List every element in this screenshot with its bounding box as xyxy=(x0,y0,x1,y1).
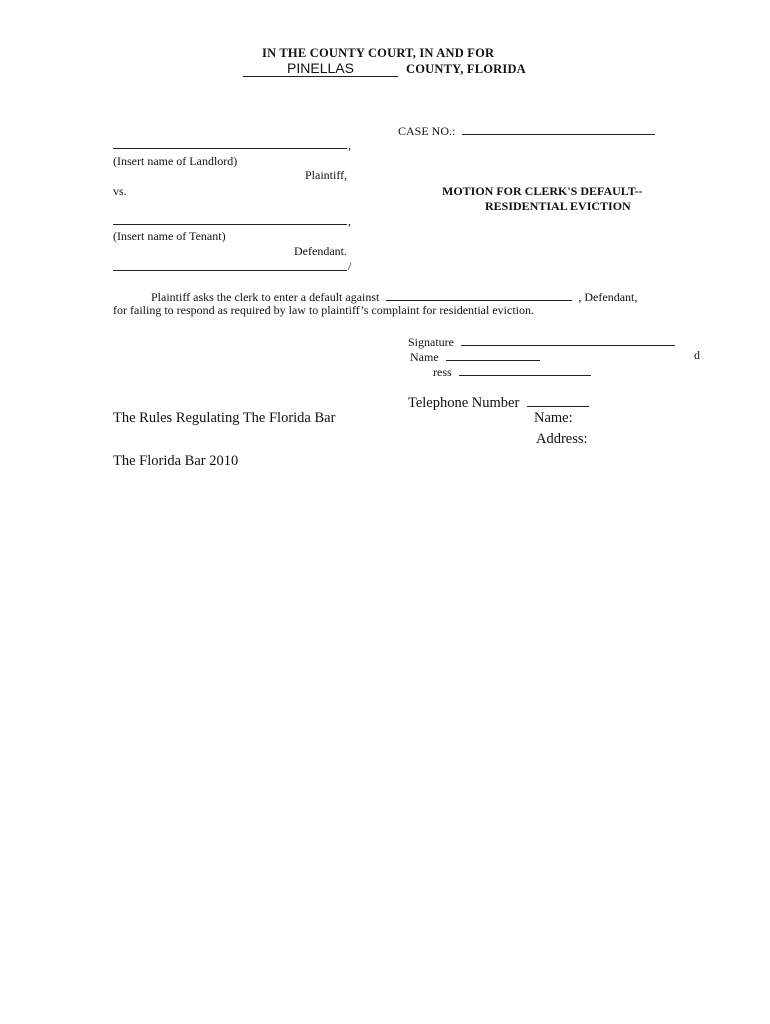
telephone-label: Telephone Number xyxy=(408,395,520,411)
florida-bar-text: The Florida Bar 2010 xyxy=(113,453,239,469)
signature-label: Signature xyxy=(408,335,454,349)
address-field[interactable] xyxy=(459,363,591,376)
tenant-name-field[interactable] xyxy=(113,224,347,225)
name-label-2: Name: xyxy=(534,410,573,426)
motion-title-line1: MOTION FOR CLERK'S DEFAULT-- xyxy=(442,184,643,198)
defendant-name-field[interactable] xyxy=(386,288,572,301)
address-row xyxy=(433,363,591,380)
rules-text: The Rules Regulating The Florida Bar xyxy=(113,410,336,426)
case-number-field[interactable] xyxy=(462,122,655,135)
caption-closing-line xyxy=(113,270,347,271)
court-heading: IN THE COUNTY COURT, IN AND FOR xyxy=(262,46,495,60)
landlord-hint: (Insert name of Landlord) xyxy=(113,154,238,168)
county-line xyxy=(243,60,526,78)
county-suffix: COUNTY, FLORIDA xyxy=(406,62,526,76)
telephone-field[interactable] xyxy=(527,392,589,407)
defendant-comma: , xyxy=(348,214,351,228)
body-text-part2: , Defendant, xyxy=(578,290,638,304)
county-field[interactable]: PINELLAS xyxy=(243,60,398,77)
address-label-2: Address: xyxy=(536,431,588,447)
defendant-role: Defendant. xyxy=(294,244,347,258)
telephone-row xyxy=(408,392,589,412)
tenant-hint: (Insert name of Tenant) xyxy=(113,229,226,243)
caption-slash: / xyxy=(348,259,352,273)
name-field[interactable] xyxy=(446,348,540,361)
versus-label: vs. xyxy=(113,184,127,198)
body-text-part1: Plaintiff asks the clerk to enter a default against xyxy=(151,290,380,304)
plaintiff-comma: , xyxy=(348,138,351,152)
motion-title-line2: RESIDENTIAL EVICTION xyxy=(485,199,631,213)
name-label: Name xyxy=(410,350,439,364)
case-number-label: CASE NO.: xyxy=(398,124,456,138)
address-label: ress xyxy=(433,365,452,379)
plaintiff-role: Plaintiff, xyxy=(305,168,348,182)
case-number-row xyxy=(398,122,655,139)
landlord-name-field[interactable] xyxy=(113,148,347,149)
signature-field[interactable] xyxy=(461,333,675,346)
stray-d: d xyxy=(694,348,700,362)
body-line2: for failing to respond as required by law to plaintiff’s complaint for residential eviction. xyxy=(113,303,534,317)
